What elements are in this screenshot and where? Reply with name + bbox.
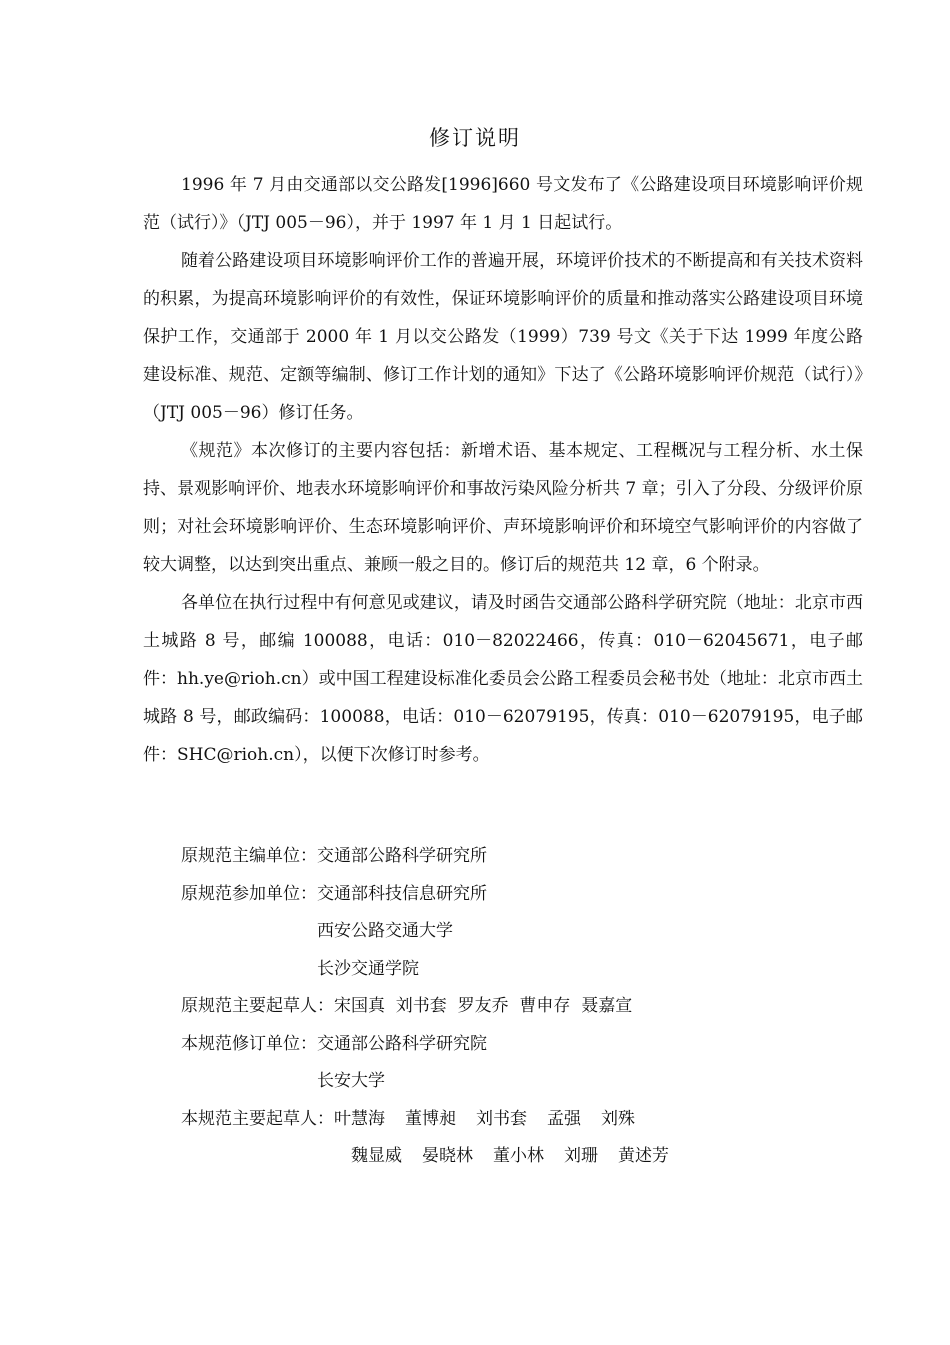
original-editor-row (181, 838, 881, 876)
drafter-name: 刘殊 (601, 1108, 635, 1129)
original-editor-label: 原规范主编单位： (181, 846, 317, 866)
drafter-name: 叶慧海 (334, 1108, 385, 1129)
paragraph-feedback-contact: 各单位在执行过程中有何意见或建议，请及时函告交通部公路科学研究院（地址：北京市西土城路 8 号，邮编 100088，电话：010－82022466，传真：010－62045671，电子邮件：hh.ye@rioh.cn）或中国工程建设标准化委员会公路工程委员会秘书处（地址：北京市西土城路 8 号，邮政编码：100088，电话：010－62079195，传真：010－62079195，电子邮件：SHC@rioh.cn），以便下次修订时参考。 (143, 593, 863, 765)
original-participants-list (317, 876, 487, 989)
paragraph-publication-history: 1996 年 7 月由交通部以交公路发[1996]660 号文发布了《公路建设项目环境影响评价规范（试行）》（JTJ 005－96），并于 1997 年 1 月 1 日起试行。 (143, 175, 863, 233)
original-drafters-row (181, 988, 881, 1026)
original-participants-row (181, 876, 881, 989)
participant-item: 长沙交通学院 (317, 958, 419, 979)
drafter-name: 刘书套 (476, 1108, 527, 1129)
revision-drafters-row (181, 1101, 881, 1176)
drafter-name: 晏晓林 (422, 1146, 473, 1166)
drafter-name: 刘珊 (564, 1146, 598, 1166)
original-editor-value: 交通部公路科学研究所 (317, 846, 487, 866)
revision-notes-body (143, 166, 863, 774)
drafter-name: 黄述芳 (618, 1146, 669, 1166)
participant-item: 交通部科技信息研究所 (317, 883, 487, 904)
original-drafters-label: 原规范主要起草人： (181, 996, 334, 1016)
drafter-name: 魏显威 (351, 1146, 402, 1166)
page-title: 修订说明 (429, 126, 521, 150)
paragraph-revision-task: 随着公路建设项目环境影响评价工作的普遍开展，环境评价技术的不断提高和有关技术资料的积累，为提高环境影响评价的有效性，保证环境影响评价的质量和推动落实公路建设项目环境保护工作，交通部于 2000 年 1 月以交公路发（1999）739 号文《关于下达 1999 年度公路建设标准、规范、定额等编制、修订工作计划的通知》下达了《公路环境影响评价规范（试行）》（JTJ 005－96）修订任务。 (143, 251, 863, 423)
drafter-name: 董博昶 (405, 1108, 456, 1129)
revision-units-list (317, 1026, 487, 1101)
revision-drafters-line-1 (334, 1101, 689, 1139)
participant-item: 西安公路交通大学 (317, 921, 453, 941)
credits-section (181, 838, 881, 1176)
drafter-name: 孟强 (547, 1108, 581, 1129)
revision-unit-item: 交通部公路科学研究院 (317, 1033, 487, 1054)
paragraph-revision-content: 《规范》本次修订的主要内容包括：新增术语、基本规定、工程概况与工程分析、水土保持、景观影响评价、地表水环境影响评价和事故污染风险分析共 7 章；引入了分段、分级评价原则；对社会环境影响评价、生态环境影响评价、声环境影响评价和环境空气影响评价的内容做了较大调整，以达到突出重点、兼顾一般之目的。修订后的规范共 12 章，6 个附录。 (143, 441, 863, 575)
revision-units-label: 本规范修订单位： (181, 1033, 317, 1054)
original-drafters-value: 宋国真 刘书套 罗友乔 曹申存 聂嘉宣 (334, 996, 633, 1016)
revision-unit-item: 长安大学 (317, 1071, 385, 1091)
revision-units-row (181, 1026, 881, 1101)
drafter-name: 董小林 (493, 1146, 544, 1166)
revision-drafters-label: 本规范主要起草人： (181, 1108, 334, 1129)
original-participants-label: 原规范参加单位： (181, 883, 317, 904)
revision-drafters-line-2 (351, 1138, 689, 1176)
revision-drafters-list (334, 1101, 689, 1176)
